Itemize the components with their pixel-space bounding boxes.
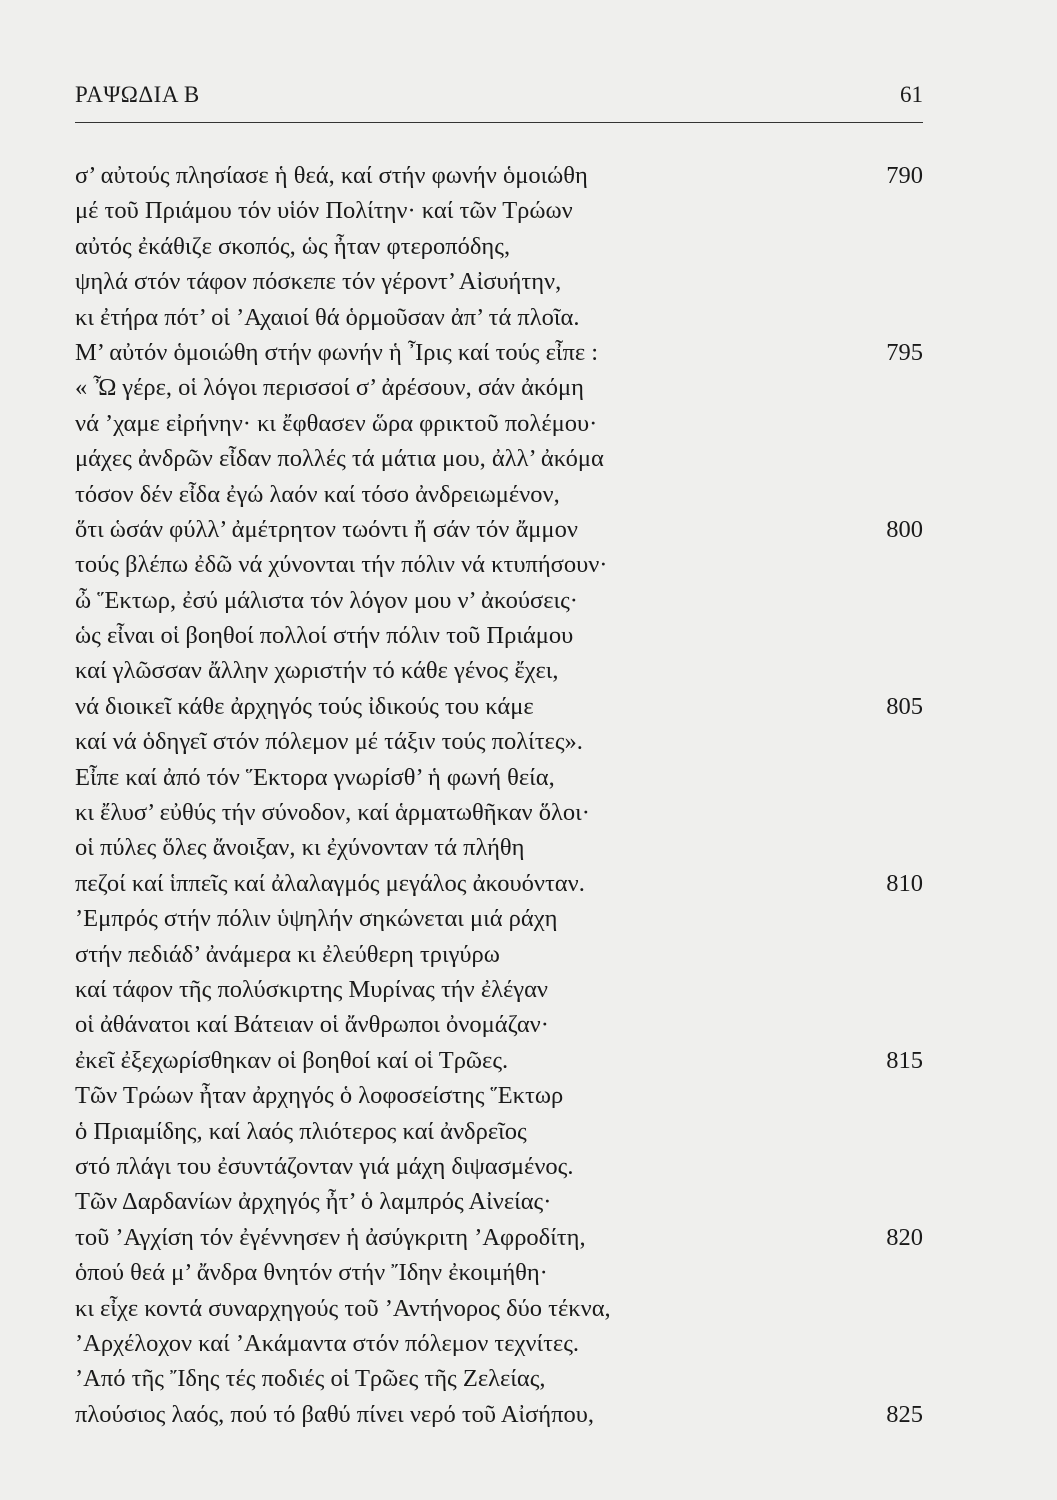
verse-text: καί νά ὁδηγεῖ στόν πόλεμον μέ τάξιν τούς πολίτες». bbox=[75, 728, 583, 756]
verse-text: τόσον δέν εἶδα ἐγώ λαόν καί τόσο ἀνδρειωμένον, bbox=[75, 480, 560, 508]
verse-line bbox=[75, 760, 923, 795]
verse-text: στό πλάγι του ἐσυντάζονταν γιά μάχη διψασμένος. bbox=[75, 1152, 574, 1180]
verse-line bbox=[75, 547, 923, 582]
verse-text: Εἶπε καί ἀπό τόν Ἕκτορα γνωρίσθ’ ἡ φωνή θεία, bbox=[75, 763, 555, 791]
verse-line bbox=[75, 193, 923, 228]
verse-line bbox=[75, 1291, 923, 1326]
page-number: 61 bbox=[900, 82, 923, 107]
verse-text: ’Εμπρός στήν πόλιν ὑψηλήν σηκώνεται μιά ράχη bbox=[75, 905, 558, 933]
poem-verses bbox=[75, 158, 923, 1432]
verse-line bbox=[75, 653, 923, 688]
verse-text: ἐκεῖ ἐξεχωρίσθηκαν οἱ βοηθοί καί οἱ Τρῶες. bbox=[75, 1046, 509, 1074]
verse-number: 790 bbox=[886, 162, 923, 189]
verse-line bbox=[75, 724, 923, 759]
verse-line bbox=[75, 583, 923, 618]
verse-text: « Ὦ γέρε, οἱ λόγοι περισσοί σ’ ἀρέσουν, σάν ἀκόμη bbox=[75, 374, 584, 402]
verse-line bbox=[75, 1397, 923, 1432]
verse-line bbox=[75, 158, 923, 193]
verse-line bbox=[75, 1361, 923, 1396]
verse-text: Μ’ αὐτόν ὁμοιώθη στήν φωνήν ἡ Ἶρις καί τούς εἶπε : bbox=[75, 338, 599, 366]
verse-text: ὁ Πριαμίδης, καί λαός πλιότερος καί ἀνδρεῖος bbox=[75, 1117, 527, 1145]
verse-line bbox=[75, 972, 923, 1007]
verse-line bbox=[75, 795, 923, 830]
verse-text: στήν πεδιάδ’ ἀνάμερα κι ἐλεύθερη τριγύρω bbox=[75, 940, 500, 968]
verse-line bbox=[75, 406, 923, 441]
verse-line bbox=[75, 830, 923, 865]
verse-line bbox=[75, 1114, 923, 1149]
verse-line bbox=[75, 335, 923, 370]
verse-line bbox=[75, 1078, 923, 1113]
verse-line bbox=[75, 441, 923, 476]
verse-line bbox=[75, 1220, 923, 1255]
page-header bbox=[75, 82, 923, 118]
verse-text: πλούσιος λαός, πού τό βαθύ πίνει νερό τοῦ Αἰσήπου, bbox=[75, 1400, 594, 1428]
verse-line bbox=[75, 1326, 923, 1361]
verse-text: ’Αρχέλοχον καί ’Ακάμαντα στόν πόλεμον τεχνίτες. bbox=[75, 1329, 580, 1357]
verse-number: 815 bbox=[886, 1046, 923, 1074]
verse-line bbox=[75, 1255, 923, 1290]
verse-line bbox=[75, 477, 923, 512]
verse-line bbox=[75, 1007, 923, 1042]
verse-text: νά ’χαμε εἰρήνην· κι ἔφθασεν ὥρα φρικτοῦ πολέμου· bbox=[75, 409, 598, 437]
verse-text: κι ἔλυσ’ εὐθύς τήν σύνοδον, καί ἁρματωθῆκαν ὅλοι· bbox=[75, 799, 590, 827]
verse-text: μάχες ἀνδρῶν εἶδαν πολλές τά μάτια μου, ἀλλ’ ἀκόμα bbox=[75, 445, 604, 473]
verse-number: 810 bbox=[886, 869, 923, 897]
verse-text: ὡς εἶναι οἱ βοηθοί πολλοί στήν πόλιν τοῦ Πριάμου bbox=[75, 622, 574, 650]
verse-number: 800 bbox=[886, 515, 923, 543]
verse-text: ὅτι ὡσάν φύλλ’ ἀμέτρητον τωόντι ἤ σάν τόν ἄμμον bbox=[75, 515, 578, 543]
verse-line bbox=[75, 1184, 923, 1219]
verse-text: κι εἶχε κοντά συναρχηγούς τοῦ ’Αντήνορος δύο τέκνα, bbox=[75, 1294, 611, 1322]
verse-text: τούς βλέπω ἐδῶ νά χύνονται τήν πόλιν νά κτυπήσουν· bbox=[75, 551, 608, 579]
verse-number: 820 bbox=[886, 1223, 923, 1251]
verse-text: ὦ Ἕκτωρ, ἐσύ μάλιστα τόν λόγον μου ν’ ἀκούσεις· bbox=[75, 586, 578, 614]
verse-text: οἱ ἀθάνατοι καί Βάτειαν οἱ ἄνθρωποι ὀνομάζαν· bbox=[75, 1011, 549, 1039]
verse-line bbox=[75, 901, 923, 936]
verse-text: ὁπού θεά μ’ ἄνδρα θνητόν στήν Ἴδην ἐκοιμήθη· bbox=[75, 1259, 548, 1287]
verse-text: πεζοί καί ἱππεῖς καί ἀλαλαγμός μεγάλος ἀκουόνταν. bbox=[75, 869, 585, 897]
verse-text: τοῦ ’Αγχίση τόν ἐγέννησεν ἡ ἀσύγκριτη ’Αφροδίτη, bbox=[75, 1223, 586, 1251]
verse-text: σ’ αὐτούς πλησίασε ἡ θεά, καί στήν φωνήν ὁμοιώθη bbox=[75, 162, 588, 189]
verse-text: οἱ πύλες ὅλες ἄνοιξαν, κι ἐχύνονταν τά πλήθη bbox=[75, 834, 525, 862]
verse-number: 825 bbox=[886, 1400, 923, 1428]
verse-line bbox=[75, 618, 923, 653]
verse-line bbox=[75, 1043, 923, 1078]
verse-line bbox=[75, 370, 923, 405]
verse-text: αὐτός ἐκάθιζε σκοπός, ὡς ἦταν φτεροπόδης, bbox=[75, 232, 511, 260]
running-title: ΡΑΨΩΔΙΑ Β bbox=[75, 82, 200, 107]
verse-line bbox=[75, 689, 923, 724]
verse-text: ’Από τῆς Ἴδης τές ποδιές οἱ Τρῶες τῆς Ζελείας, bbox=[75, 1365, 546, 1393]
verse-line bbox=[75, 512, 923, 547]
header-rule bbox=[75, 122, 923, 123]
verse-text: καί τάφον τῆς πολύσκιρτης Μυρίνας τήν ἐλέγαν bbox=[75, 975, 549, 1003]
verse-text: κι ἐτήρα πότ’ οἱ ’Αχαιοί θά ὁρμοῦσαν ἀπ’ τά πλοῖα. bbox=[75, 303, 580, 331]
verse-text: Τῶν Δαρδανίων ἀρχηγός ἦτ’ ὁ λαμπρός Αἰνείας· bbox=[75, 1188, 552, 1216]
verse-line bbox=[75, 1149, 923, 1184]
verse-line bbox=[75, 264, 923, 299]
verse-line bbox=[75, 937, 923, 972]
verse-line bbox=[75, 229, 923, 264]
verse-number: 795 bbox=[886, 338, 923, 366]
verse-text: Τῶν Τρώων ἦταν ἀρχηγός ὁ λοφοσείστης Ἕκτωρ bbox=[75, 1082, 564, 1110]
verse-line bbox=[75, 300, 923, 335]
verse-number: 805 bbox=[886, 692, 923, 720]
verse-text: νά διοικεῖ κάθε ἀρχηγός τούς ἰδικούς του κάμε bbox=[75, 692, 534, 720]
verse-line bbox=[75, 866, 923, 901]
verse-text: καί γλῶσσαν ἄλλην χωριστήν τό κάθε γένος ἔχει, bbox=[75, 657, 559, 685]
verse-text: μέ τοῦ Πριάμου τόν υἱόν Πολίτην· καί τῶν Τρώων bbox=[75, 197, 573, 225]
verse-text: ψηλά στόν τάφον πόσκεπε τόν γέροντ’ Αἰσυήτην, bbox=[75, 268, 562, 296]
